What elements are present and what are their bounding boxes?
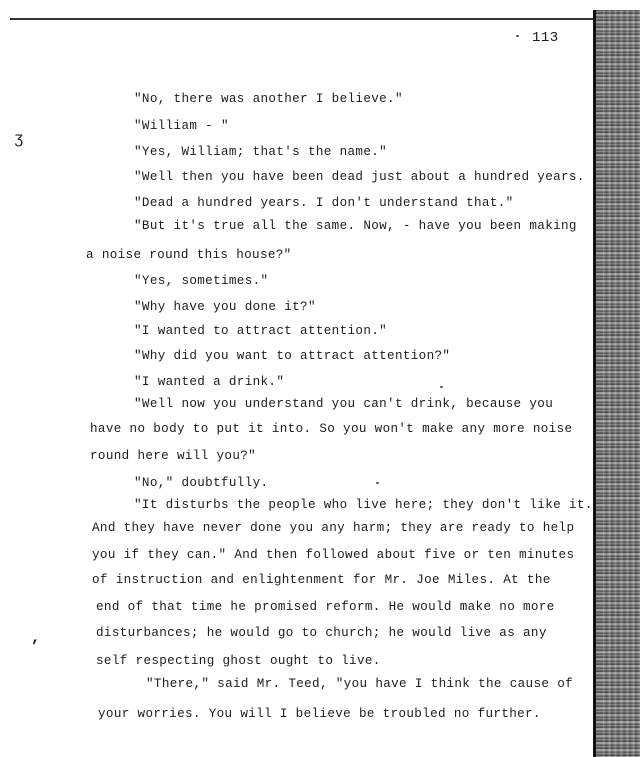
text-line: "Yes, William; that's the name.": [134, 145, 388, 159]
margin-mark: ’: [30, 638, 40, 656]
text-line: your worries. You will I believe be troubled no further.: [98, 707, 541, 721]
top-edge-rule: [10, 18, 596, 20]
text-line: "There," said Mr. Teed, "you have I think the cause of: [146, 677, 574, 691]
text-line: "William - ": [134, 119, 229, 133]
text-line: "Well then you have been dead just about a hundred years.: [134, 170, 585, 184]
text-line: "It disturbs the people who live here; they don't like it.: [134, 498, 593, 512]
text-line: "No," doubtfully.: [134, 476, 269, 490]
scan-speck: [516, 35, 519, 37]
margin-mark: ʒ: [14, 130, 24, 148]
text-line: of instruction and enlightenment for Mr. Joe Miles. At the: [92, 573, 551, 587]
text-line: "Why have you done it?": [134, 300, 316, 314]
text-line: you if they can." And then followed about five or ten minutes: [92, 548, 575, 562]
scan-speck: [440, 386, 443, 388]
scan-speck: [376, 482, 379, 484]
text-line: "Yes, sometimes.": [134, 274, 269, 288]
text-line: self respecting ghost ought to live.: [96, 654, 381, 668]
text-line: "No, there was another I believe.": [134, 92, 403, 106]
text-line: "I wanted a drink.": [134, 375, 285, 389]
text-line: a noise round this house?": [86, 248, 292, 262]
text-line: round here will you?": [90, 449, 257, 463]
text-line: "Dead a hundred years. I don't understand that.": [134, 196, 514, 210]
text-line: disturbances; he would go to church; he would live as any: [96, 626, 547, 640]
text-line: end of that time he promised reform. He would make no more: [96, 600, 555, 614]
text-line: "I wanted to attract attention.": [134, 324, 388, 338]
text-line: And they have never done you any harm; they are ready to help: [92, 521, 575, 535]
page-binding-edge: [593, 10, 640, 757]
page-number: 113: [532, 30, 559, 46]
text-line: "But it's true all the same. Now, - have you been making: [134, 219, 577, 233]
text-line: "Well now you understand you can't drink, because you: [134, 397, 554, 411]
text-line: have no body to put it into. So you won't make any more noise: [90, 422, 573, 436]
text-line: "Why did you want to attract attention?": [134, 349, 451, 363]
